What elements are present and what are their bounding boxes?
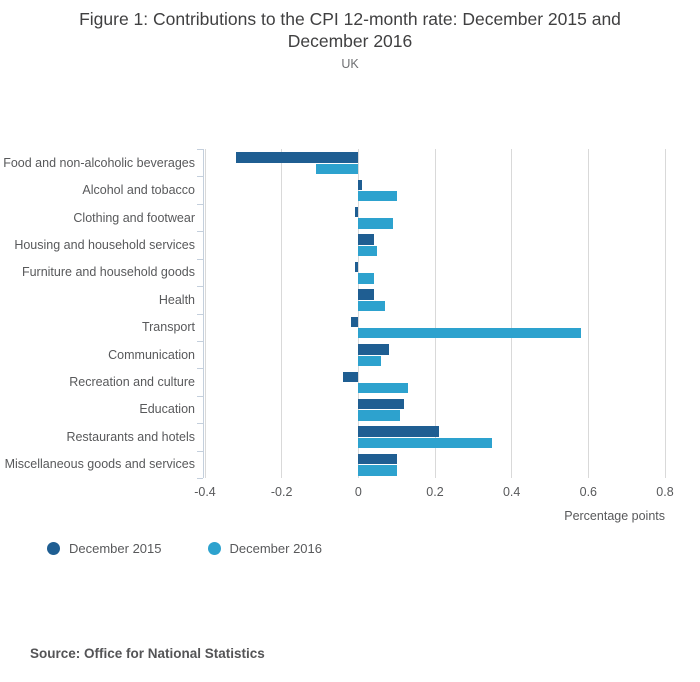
y-axis-tick bbox=[197, 204, 203, 205]
bar-december-2016 bbox=[358, 383, 408, 393]
bar-december-2016 bbox=[358, 328, 580, 338]
bar-december-2016 bbox=[358, 356, 381, 366]
y-axis-tick bbox=[197, 341, 203, 342]
bar-december-2016 bbox=[358, 191, 396, 201]
y-axis-tick bbox=[197, 286, 203, 287]
bar-december-2016 bbox=[358, 218, 393, 228]
category-label: Health bbox=[158, 292, 195, 307]
bar-december-2016 bbox=[358, 438, 492, 448]
x-tick-label: 0.6 bbox=[579, 485, 598, 499]
bar-december-2015 bbox=[358, 399, 404, 409]
source-attribution: Source: Office for National Statistics bbox=[30, 646, 265, 661]
gridline bbox=[511, 149, 512, 478]
x-tick-label: 0 bbox=[354, 485, 362, 499]
chart-title: Figure 1: Contributions to the CPI 12-month rate: December 2015 and December 2016 bbox=[79, 9, 621, 51]
x-axis-title: Percentage points bbox=[564, 509, 665, 523]
legend-dot-icon bbox=[47, 542, 60, 555]
category-label: Clothing and footwear bbox=[73, 210, 195, 225]
bar-december-2016 bbox=[358, 301, 385, 311]
gridline bbox=[588, 149, 589, 478]
y-axis-tick bbox=[197, 368, 203, 369]
bar-december-2015 bbox=[343, 372, 358, 382]
legend-label: December 2015 bbox=[69, 541, 162, 556]
bar-december-2015 bbox=[358, 289, 373, 299]
bar-december-2015 bbox=[358, 180, 362, 190]
y-axis-tick bbox=[197, 478, 203, 479]
legend-item-december-2016 bbox=[208, 541, 323, 556]
y-axis-tick bbox=[197, 423, 203, 424]
y-axis-tick bbox=[197, 176, 203, 177]
legend-label: December 2016 bbox=[229, 541, 322, 556]
category-label: Alcohol and tobacco bbox=[82, 183, 195, 198]
gridline bbox=[665, 149, 666, 478]
y-axis-tick bbox=[197, 314, 203, 315]
bar-december-2015 bbox=[236, 152, 359, 162]
category-label: Recreation and culture bbox=[69, 375, 195, 390]
bar-december-2016 bbox=[316, 164, 358, 174]
y-axis-tick bbox=[197, 231, 203, 232]
category-label: Housing and household services bbox=[14, 237, 195, 252]
bar-december-2015 bbox=[355, 262, 359, 272]
y-axis-line bbox=[203, 149, 204, 478]
bar-december-2015 bbox=[358, 344, 389, 354]
gridline bbox=[281, 149, 282, 478]
x-tick-label: -0.2 bbox=[270, 485, 293, 499]
legend-item-december-2015 bbox=[47, 541, 162, 556]
x-tick-label: 0.8 bbox=[656, 485, 674, 499]
gridline bbox=[205, 149, 206, 478]
y-axis-tick bbox=[197, 149, 203, 150]
category-label: Food and non-alcoholic beverages bbox=[3, 155, 195, 170]
category-label: Restaurants and hotels bbox=[66, 429, 195, 444]
y-axis-tick bbox=[197, 451, 203, 452]
category-label: Furniture and household goods bbox=[21, 265, 195, 280]
legend-dot-icon bbox=[208, 542, 221, 555]
bar-december-2016 bbox=[358, 273, 373, 283]
category-label: Education bbox=[139, 402, 195, 417]
x-tick-label: -0.4 bbox=[194, 485, 216, 499]
bar-december-2016 bbox=[358, 410, 400, 420]
category-label: Transport bbox=[141, 320, 195, 335]
bar-december-2015 bbox=[355, 207, 359, 217]
y-axis-tick bbox=[197, 259, 203, 260]
category-label: Miscellaneous goods and services bbox=[4, 457, 195, 472]
chart-subtitle: UK bbox=[341, 57, 359, 71]
legend bbox=[47, 541, 322, 556]
plot-area bbox=[205, 149, 665, 478]
bar-december-2015 bbox=[358, 234, 373, 244]
category-label: Communication bbox=[108, 347, 195, 362]
bar-december-2015 bbox=[358, 454, 396, 464]
y-axis-tick bbox=[197, 396, 203, 397]
bar-december-2016 bbox=[358, 246, 377, 256]
x-tick-label: 0.2 bbox=[426, 485, 444, 499]
bar-december-2015 bbox=[351, 317, 359, 327]
bar-december-2015 bbox=[358, 426, 439, 436]
bar-december-2016 bbox=[358, 465, 396, 475]
x-tick-label: 0.4 bbox=[502, 485, 521, 499]
